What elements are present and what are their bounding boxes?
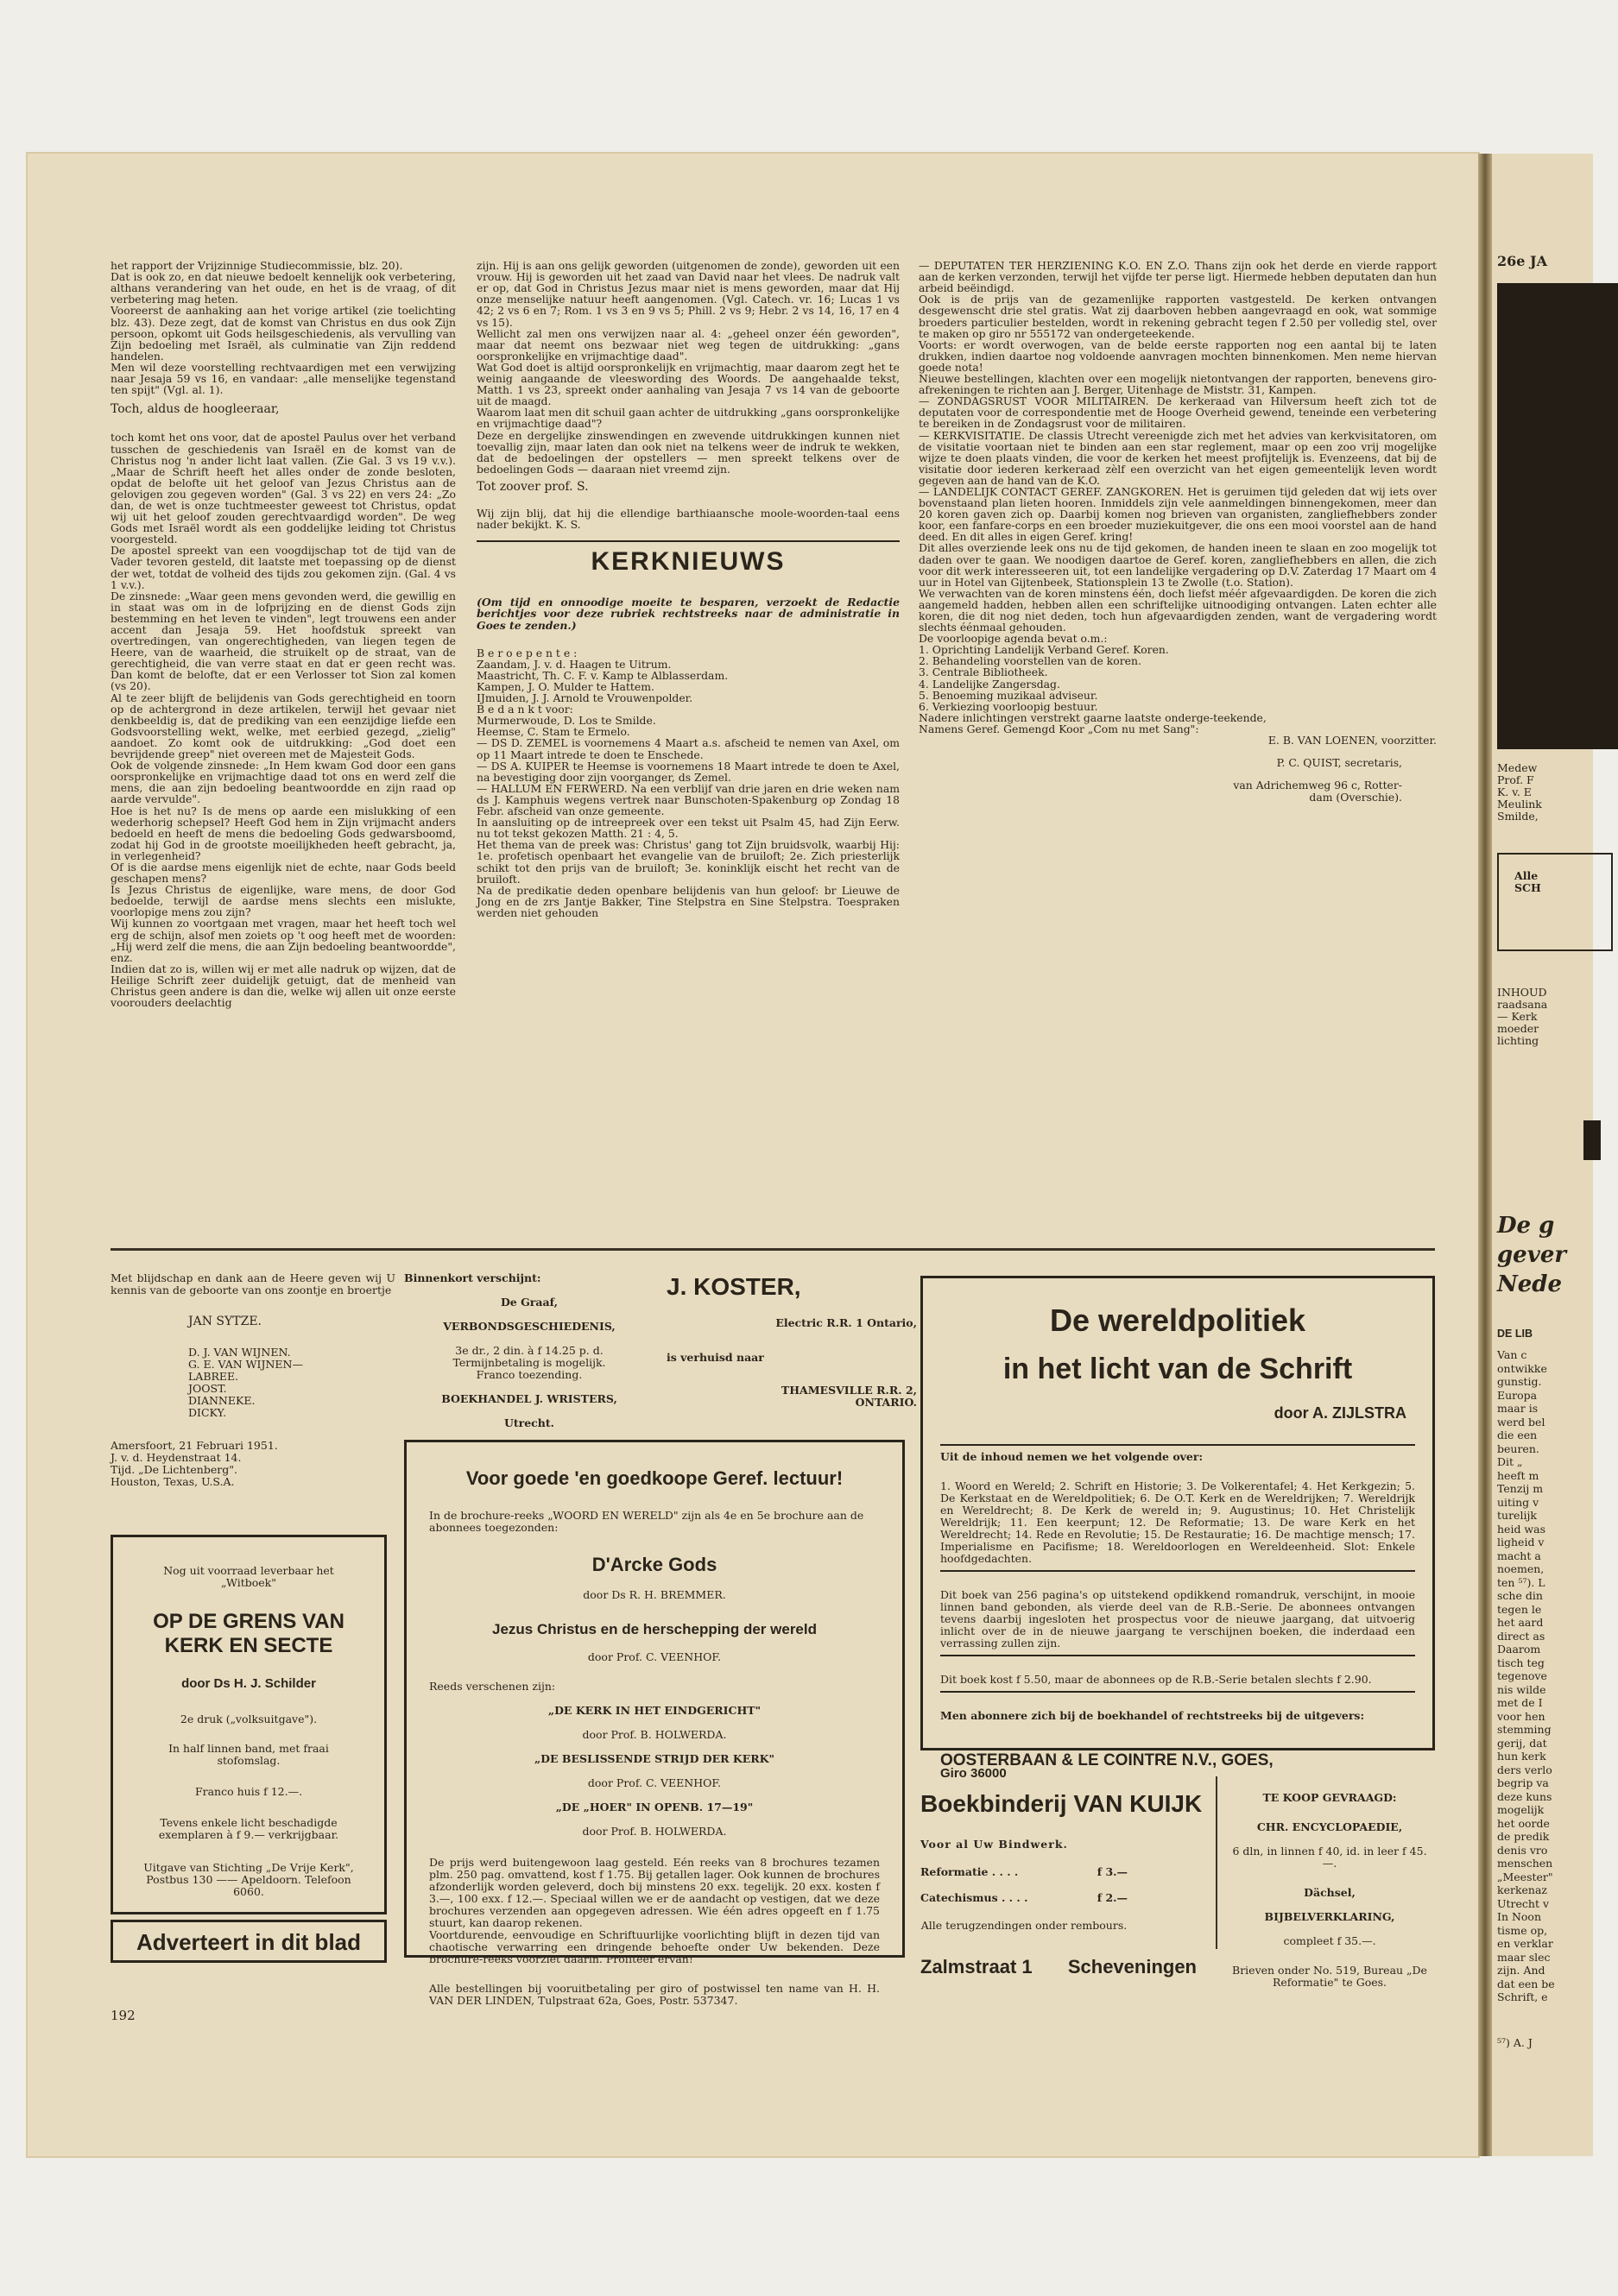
wereldpolitiek-contents: 1. Woord en Wereld; 2. Schrift en Historie; 3. De Volkerentafel; 4. Het Kerkgezin; 5. De Kerkstaat en de Wereldpolitiek; 6. De O.T. Kerk en de Wereldrijken; 7. Wereldrijk en Wereldrecht; 8. De Kerk de wereld in; 9. Augustinus; 10. Het Christelijk Wereldrijk; 11. Een keerpunt; 12. De Reformatie; 13. De ware Kerk en het Wereldrecht; 14. Rede en Revolutie; 15. De Restauratie; 16. De machtige mensch; 17. Imperialisme en Pacifisme; 18. Wereldoorlogen en Wereldeenheid. Slot: Enkele hoofdgedachten. [940,1480,1415,1572]
van-kuijk-item-price: f 2.— [1097,1891,1128,1904]
wereldpolitiek-content [940,1290,1415,1781]
signature-address: van Adrichemweg 96 c, Rotter- dam (Overschie). [1233,779,1402,804]
signature-chairman: E. B. VAN LOENEN, voorzitter. [1267,734,1437,747]
next-page-heading: De g gever Nede [1497,1213,1567,1297]
birth-text: Met blijdschap en dank aan de Heere geven wij U kennis van de geboorte van ons zoontje en broertje [111,1271,395,1296]
article-column-1 [111,249,456,1224]
lectuur-earlier-3-author: door Prof. B. HOLWERDA. [582,1825,727,1838]
lectuur-series: In de brochure-reeks „WOORD EN WERELD" zijn als 4e en 5e brochure aan de abonnees toegezonden: [429,1509,864,1534]
koster-moved: is verhuisd naar [667,1351,764,1364]
next-page-credits: Medew Prof. F K. v. E Meulink Smilde, [1497,761,1542,823]
lectuur-order: Alle bestellingen bij vooruitbetaling per giro of postwissel ten name van H. H. VAN DER LINDEN, Tulpstraat 62a, Goes, Postr. 537347. [429,1982,880,2007]
lectuur-earlier: Reeds verschenen zijn: [429,1680,556,1693]
schilder-defect: Tevens enkele licht beschadigde exemplaren à f 9.— verkrijgbaar. [158,1816,339,1841]
van-kuijk-title: Boekbinderij VAN KUIJK [920,1790,1203,1817]
next-page-body: Van c ontwikke gunstig. Europa maar is werd bel die een beuren. Dit „ heeft m Tenzij m uiting v turelijk heid was ligheid v macht a noemen, ten ⁵⁷). L sche din tegen le het aard direct as Daarom tisch teg tegenove nis wilde met de I voor hen stemming gerij, dat hun kerk ders verlo begrip va deze kuns mogelijk het oorde de predik denis vro menschen „Meester" kerkenaz Utrecht v In Noon tisme op, en verklar maar slec zijn. And dat een be Schrift, e [1497,1348,1555,2003]
van-kuijk-street: Zalmstraat 1 [920,1956,1033,1977]
wanted-ad [1226,1780,1433,1989]
lectuur-title: Voor goede 'en goedkoope Geref. lectuur! [465,1467,844,1489]
wereldpolitiek-giro: Giro 36000 [940,1766,1007,1781]
koster-ad [667,1260,917,1407]
lectuur-book-1-author: door Ds R. H. BREMMER. [583,1588,726,1601]
article-paragraph: toch komt het ons voor, dat de apostel Paulus over het verband tusschen de geschiedenis van Israël en de komst van de Christus nog 'n ander licht laat vallen. (Zie Gal. 3 vs 19 v.v.). „Maar de Schrift heeft het alles onder de zonde besloten, opdat de belofte uit het geloof van Jezus Christus aan de gelovigen zou gegeven worden" (Gal. 3 vs 22) en vers 24: „Zo dan, de wet is onze tuchtmeester geweest tot Christus, opdat wij uit het geloof zouden gerechtvaardigd worden". De weg Gods met Israël wordt als een goddelijke leiding tot Christus voorgesteld. De apostel spreekt van een voogdijschap tot de tijd van de Vader tevoren gesteld, dit laatste met toepassing op de dienst der wet, totdat de volheid des tijds zou gekomen zijn. (Gal. 4 vs 1 v.v.). De zinsnede: „Waar geen mens gevonden werd, die gewillig en in staat was om in de lofprijzing en de dienst Gods zijn bestemming en het leven te vinden", legt trouwens een ander accent dan Jesaja 59. Het hoofdstuk spreekt van overtredingen, van ongerechtigheden, van liegen tegen de Heere, van de waarheid, die struikelt op de straat, van de gerechtigheid, die van verre staat en dat er geen recht was. Dan komt de belofte, dat er een Verlosser tot Sion zal komen (vs 20). Al te zeer blijft de belijdenis van Gods gerechtigheid en toorn op de achtergrond in deze artikelen, terwijl het gevaar niet denkbeeldig is, dat de prediking van een eenzijdige liefde een Godsvoorstelling wekt, welke, met eerbied gezegd, „zielig" aandoet. Zo komt ook de uitdrukking: „God doet een bevrijdende greep" niet overeen met de Majesteit Gods. Ook de volgende zinsnede: „In Hem kwam God door een gans oorspronkelijke en vrijmachtige daad tot ons en werd zelf die mens, die aan zijn bedoeling beantwoordde en zijn raad op aarde vervulde". Hoe is het nu? Is de mens op aarde een mislukking of een wederhorig schepsel? Heeft God hem in Zijn vrijmacht anders bedoeld en heeft de mens die bedoeling Gods gedwarsboomd, zodat hij God in de grootste moeilijkheden heeft gebracht, ja, in verlegenheid? Of is die aardse mens eigenlijk niet de echte, naar Gods beeld geschapen mens? Is Jezus Christus de eigenlijke, ware mens, de door God bedoelde, terwijl de aardse mens slechts een mislukte, voorlopige mens zou zijn? Wij kunnen zo voortgaan met vragen, maar het heeft toch wel erg de schijn, alsof men zoiets op 't oog heeft met de woorden: „Hij werd zelf die mens, die aan Zijn bedoeling beantwoordde", enz. Indien dat zo is, willen wij er met alle nadruk op wijzen, dat de Heilige Schrift zeer duidelijk getuigt, dat de menheid van Christus geen andere is dan die, welke wij allen uit onze eerste voorouders deelachtig [111,431,456,1010]
kerknieuws-heading: KERKNIEUWS [477,540,900,582]
wanted-item-1-detail: 6 dln, in linnen f 40, id. in leer f 45.—. [1232,1845,1427,1870]
koster-to: THAMESVILLE R.R. 2, ONTARIO. [781,1384,917,1409]
article-column-3 [919,249,1437,1224]
wereldpolitiek-order: Men abonnere zich bij de boekhandel of rechtstreeks bij de uitgevers: [940,1709,1365,1722]
schilder-ad-content [136,1553,362,1898]
wristers-city: Utrecht. [503,1416,555,1429]
next-page-masthead [1497,283,1618,749]
lectuur-earlier-3: „DE „HOER" IN OPENB. 17—19" [555,1801,754,1813]
schilder-intro: Nog uit voorraad leverbaar het „Witboek" [163,1564,334,1589]
schilder-book-ad [111,1535,387,1914]
article-paragraph: Wij zijn blij, dat hij die ellendige barthiaansche moole-woorden-taal eens nader bekijkt. K. S. [477,507,900,532]
wereldpolitiek-publisher-line [940,1743,1415,1780]
advertise-box [111,1920,387,1963]
van-kuijk-city: Scheveningen [1067,1956,1197,1977]
next-page-footnote: ⁵⁷) A. J [1497,2036,1533,2049]
next-page-box [1497,853,1613,951]
wristers-details: 3e dr., 2 din. à f 14.25 p. d. Termijnbetaling is mogelijk. Franco toezending. [452,1344,606,1381]
wristers-author: De Graaf, [500,1296,559,1309]
van-kuijk-row [920,1892,1128,1904]
van-kuijk-note: Alle terugzendingen onder rembours. [920,1919,1128,1932]
next-page-subheading: DE LIB [1497,1328,1533,1340]
lectuur-book-2: Jezus Christus en de herschepping der wereld [492,1621,817,1637]
ads-divider [111,1248,1435,1251]
article-paragraph: het rapport der Vrijzinnige Studiecommissie, blz. 20). Dat is ook zo, en dat nieuwe bedoelt kennelijk ook verbetering, althans verandering van het oude, en het is de vraag, of dit verbetering mag heten. Vooreerst de aanhaking aan het vorige artikel (zie toelichting blz. 43). Deze zegt, dat de komst van Christus en dus ook Zijn persoon, opkomt uit Gods heilsgeschiedenis, als vervulling van Zijn bedoeling met Israël, als culminatie van Zijn reddend handelen. Men wil deze voorstelling rechtvaardigen met een verwijzing naar Jesaja 59 vs 16, en vandaar: „alle menselijke tegenstand ten spijt" (Vgl. al. 1). [111,259,456,397]
birth-place: Amersfoort, 21 Februari 1951. J. v. d. Heydenstraat 14. Tijd. „De Lichtenberg". Houston, Texas, U.S.A. [111,1439,278,1488]
page-number: 192 [111,2008,136,2023]
lectuur-body: De prijs werd buitengewoon laag gesteld. Eén reeks van 8 brochures tezamen plm. 250 pag. omvattend, kost f 1.75. Bij getallen lager. Ook kunnen de brochures afzonderlijk worden geleverd, doch bij minstens 20 exx. tegelijk. 20 exx. kosten f 3.—, 100 exx. f 12.—. Speciaal willen we er de aandacht op vestigen, dat we deze brochures verzenden aan opgegeven adressen. Wie één adres opgeeft en f 1.75 stuurt, kan daarop rekenen. Voortdurende, eenvoudige en Schriftuurlijke voorlichting blijft in dezen tijd van chaotische verwarring een dringende behoefte onder Uw bekenden. Deze brochure-reeks voorziet daarin. Profiteer ervan! [429,1856,880,1965]
wanted-item-2-detail: compleet f 35.—. [1283,1934,1376,1947]
lectuur-book-1: D'Arcke Gods [591,1554,717,1575]
schilder-binding: In half linnen band, met fraai stofomslag. [168,1742,329,1767]
lectuur-earlier-1-author: door Prof. B. HOLWERDA. [582,1728,727,1741]
birth-child-name: JAN SYTZE. [188,1315,262,1328]
signature-secretary: P. C. QUIST, secretaris, [1276,756,1402,770]
wristers-head: Binnenkort verschijnt: [404,1271,541,1284]
wereldpolitiek-contents-head: Uit de inhoud nemen we het volgende over: [940,1444,1415,1463]
lectuur-content [429,1454,880,2007]
van-kuijk-ad [920,1776,1214,1977]
ad-divider [1216,1776,1217,1949]
lectuur-ad [404,1440,905,2007]
van-kuijk-item-price: f 3.— [1097,1865,1128,1878]
kerknieuws-intro: (Om tijd en onnoodige moeite te besparen, verzoekt de Redactie berichtjes voor deze rubriek rechtstreeks naar de administratie in Goes te zenden.) [477,596,900,632]
church-news: — DEPUTATEN TER HERZIENING K.O. EN Z.O. Thans zijn ook het derde en vierde rapport aan de kerken verzonden, terwijl het vijfde ter perse ligt. Hiermede hebben deputaten dan hun arbeid beëindigd. Ook is de prijs van de gezamenlijke rapporten vastgesteld. De kerken ontvangen desgewenscht drie stel gratis. Wat zij daarboven hebben aangevraagd en ook, wat sommige broeders particulier bestelden, wordt in rekening gebracht tegen f 2.50 per volledig stel, over te maken op giro nr 555172 van ondergeteekende. Voorts: er wordt overwogen, van de belde eerste rapporten nog een aantal bij te laten drukken, indien daartoe nog voldoende aanvragen mochten binnenkomen. Men neme hiervan goede nota! Nieuwe bestellingen, klachten over een mogelijk nietontvangen der rapporten, benevens giro-afrekeningen te richten aan J. Berger, Uitenhage de Miststr. 31, Kampen. — ZONDAGSRUST VOOR MILITAIREN. De kerkeraad van Hilversum heeft zich tot de deputaten voor de correspondentie met de Hooge Overheid gewend, teneinde een verbetering te bereiken in de Zondagsrust voor de militairen. — KERKVISITATIE. De classis Utrecht vereenigde zich met het advies van kerkvisitatoren, om de visitatie voortaan niet te binden aan een star reglement, maar op een zoo vrij mogelijke wijze te doen plaats vinden, die voor de kerken het meest profijtelijk is. Evenzeens, dat bij de visitatie door iederen kerkeraad zèlf een overzicht van het eigen gemeentelijk leven wordt gegeven aan de hand van de K.O. — LANDELIJK CONTACT GEREF. ZANGKOREN. Het is geruimen tijd geleden dat wij iets over bovenstaand plan lieten hooren. Inmiddels zijn vele aanmeldingen binnengekomen, meer dan 20 koren gaven zich op. Daarbij komen nog brieven van organisten, zangliefhebbers zonder koor, een fanfare-corps en een broeder muziekuitgever, die ons een mooi voorstel aan de hand deed. En dit alles in eigen Geref. kring! Dit alles overziende leek ons nu de tijd gekomen, de handen ineen te slaan en zoo mogelijk tot daden over te gaan. We noodigen daartoe de Geref. koren, zangliefhebbers en allen, die zich voor dit werk interesseeren uit, tot een landelijke vergadering op D.V. Zaterdag 17 Maart om 4 uur in Hotel van Gijtenbeek, Stationsplein 13 te Zwolle (t.o. Station). We verwachten van de koren minstens één, doch liefst méér afgevaardigden. De koren die zich aangemeld hadden, hebben allen een schriftelijke uitnoodiging ontvangen. Laten echter alle koren, die dit nog niet deden, toch hun afgevaardigden zenden, want de vergadering wordt slechts éénmaal gehouden. De voorloopige agenda bevat o.m.: 1. Oprichting Landelijk Verband Geref. Koren. 2. Behandeling voorstellen van de koren. 3. Centrale Bibliotheek. 4. Landelijke Zangersdag. 5. Benoeming muzikaal adviseur. 6. Verkiezing voorloopig bestuur. Nadere inlichtingen verstrekt gaarne laatste onderge-teekende, Namens Geref. Gemengd Koor „Com nu met Sang": [919,259,1437,735]
wanted-item-1: CHR. ENCYCLOPAEDIE, [1256,1820,1403,1833]
schilder-publisher: Uitgave van Stichting „De Vrije Kerk", Postbus 130 —— Apeldoorn. Telefoon 6060. [143,1861,354,1898]
wanted-head: TE KOOP GEVRAAGD: [1262,1791,1397,1804]
van-kuijk-intro: Voor al Uw Bindwerk. [920,1838,1068,1851]
next-page-col: INHOUD raadsana — Kerk moeder lichting [1497,986,1548,1047]
koster-name: J. KOSTER, [667,1273,801,1300]
wereldpolitiek-ad [920,1276,1435,1781]
schilder-author: door Ds H. J. Schilder [181,1676,316,1691]
next-page-box-text: Alle SCH [1514,869,1541,894]
lectuur-earlier-1: „DE KERK IN HET EINDGERICHT" [547,1704,762,1717]
koster-from: Electric R.R. 1 Ontario, [775,1316,917,1329]
schilder-price: Franco huis f 12.—. [194,1785,303,1798]
article-paragraph: zijn. Hij is aan ons gelijk geworden (uitgenomen de zonde), geworden uit een vrouw. Hij is geworden uit het zaad van David naar het vlees. De nadruk valt er op, dat God in Christus Jezus maar niet is mens geworden, maar dat Hij onze menselijke natuur heeft aangenomen. (Vgl. Catech. vr. 16; Lucas 1 vs 42; 2 vs 6 en 7; Rom. 1 vs 3 en 9 vs 5; Phill. 2 vs 9; Hebr. 2 vs 14, 16, 17 en 4 vs 15). Wellicht zal men ons verwijzen naar al. 4: „geheel onzer één geworden", maar dat neemt ons bezwaar niet weg tegen de uitdrukking: „gans oorspronkelijke en vrijmachtige daad". Wat God doet is altijd oorspronkelijk en vrijmachtig, maar daarom zegt het te weinig aangaande de vleeswording des Woords. De aangehaalde tekst, Matth. 1 vs 23, spreekt onder aanhaling van Jesaja 7 vs 14 van de geboorte uit de maagd. Waarom laat men dit schuil gaan achter de uitdrukking „gans oorspronkelijke en vrijmachtige daad"? Deze en dergelijke zinswendingen en zwevende uitdrukkingen kunnen niet toevallig zijn, maar laten dan ook niet na telkens weer de indruk te wekken, dat de bedoelingen der opstellers — men spreekt telkens over de bedoelingen Gods — daaraan niet vreemd zijn. [477,259,900,476]
van-kuijk-address [920,1956,1197,1978]
wereldpolitiek-title-1: De wereldpolitiek [1049,1303,1306,1338]
wanted-item-2b: BIJBELVERKLARING, [1264,1910,1395,1923]
birth-announcement [111,1260,395,1519]
wristers-title: VERBONDSGESCHIEDENIS, [443,1320,616,1333]
wanted-item-2a: Dächsel, [1304,1886,1356,1899]
next-page-edge [1492,154,1593,2156]
lectuur-earlier-2-author: door Prof. C. VEENHOF. [587,1776,722,1789]
article-subheading: Toch, aldus de hoogleeraar, [111,402,280,417]
van-kuijk-row [920,1866,1128,1878]
van-kuijk-item-label: Catechismus . . . . [920,1891,1028,1904]
wereldpolitiek-price: Dit boek kost f 5.50, maar de abonnees op de R.B.-Serie betalen slechts f 2.90. [940,1674,1415,1693]
article-signoff: Tot zoover prof. S. [477,479,589,494]
wristers-ad [404,1260,654,1429]
advertise-label: Adverteert in dit blad [136,1929,362,1955]
birth-family: D. J. VAN WIJNEN. G. E. VAN WIJNEN— LABREE. JOOST. DIANNEKE. DICKY. [188,1346,303,1419]
wereldpolitiek-publisher: OOSTERBAAN & LE COINTRE N.V., GOES, [940,1751,1274,1769]
lectuur-book-2-author: door Prof. C. VEENHOF. [587,1650,722,1663]
page-gutter [1478,154,1492,2156]
next-page-date: 26e JA [1497,253,1547,269]
newspaper-page [28,154,1478,2156]
wereldpolitiek-author: door A. ZIJLSTRA [1274,1404,1406,1422]
article-column-2 [477,249,900,1224]
schilder-edition: 2e druk („volksuitgave"). [180,1713,318,1725]
church-news: B e r o e p e n t e : Zaandam, J. v. d. Haagen te Uitrum. Maastricht, Th. C. F. v. Kamp te Alblasserdam. Kampen, J. O. Mulder te Hattem. IJmuiden, J. J. Arnold te Vrouwenpolder. B e d a n k t voor: Murmerwoude, D. Los te Smilde. Heemse, C. Stam te Ermelo. — DS D. ZEMEL is voornemens 4 Maart a.s. afscheid te nemen van Axel, om op 11 Maart intrede te doen te Enschede. — DS A. KUIPER te Heemse is voornemens 18 Maart intrede te doen te Axel, na bevestiging door zijn voorganger, ds Zemel. — HALLUM EN FERWERD. Na een verblijf van drie jaren en drie weken nam ds J. Kamphuis wegens vertrek naar Bunschoten-Spakenburg op Zondag 18 Febr. afscheid van onze gemeente. In aansluiting op de intreepreek over een tekst uit Psalm 45, had Zijn Eerw. nu tot tekst gekozen Matth. 21 : 4, 5. Het thema van de preek was: Christus' gang tot Zijn bruidsvolk, waarbij Hij: 1e. profetisch openbaart het evangelie van de bruiloft; 2e. Zich priesterlijk schikt tot den prijs van de bruiloft; 3e. koninklijk eischt het recht van de bruiloft. Na de predikatie deden openbare belijdenis van hun geloof: br Lieuwe de Jong en de zrs Jantje Bakker, Tine Stelpstra en Sine Stelpstra. Toespraken werden niet gehouden [477,646,900,919]
van-kuijk-item-label: Reformatie . . . . [920,1865,1019,1878]
wanted-reply: Brieven onder No. 519, Bureau „De Reformatie" te Goes. [1232,1964,1427,1989]
schilder-title: OP DE GRENS VAN KERK EN SECTE [153,1610,344,1657]
wristers-shop: BOEKHANDEL J. WRISTERS, [441,1392,617,1405]
lectuur-earlier-2: „DE BESLISSENDE STRIJD DER KERK" [534,1752,775,1765]
wereldpolitiek-title-2: in het licht van de Schrift [1002,1353,1353,1385]
next-page-bar [1583,1120,1601,1160]
wereldpolitiek-desc: Dit boek van 256 pagina's op uitstekend opdikkend romandruk, verschijnt, in mooie linnen band gebonden, als vierde deel van de R.B.-Serie. De abonnees ontvangen tevens daarbij ingesloten het prospectus voor de nieuwe jaargang, dat uitvoerig inlicht over de in de nieuwe jaargang te verschijnen boeken, die inderdaad een verrassing zullen zijn. [940,1589,1415,1656]
